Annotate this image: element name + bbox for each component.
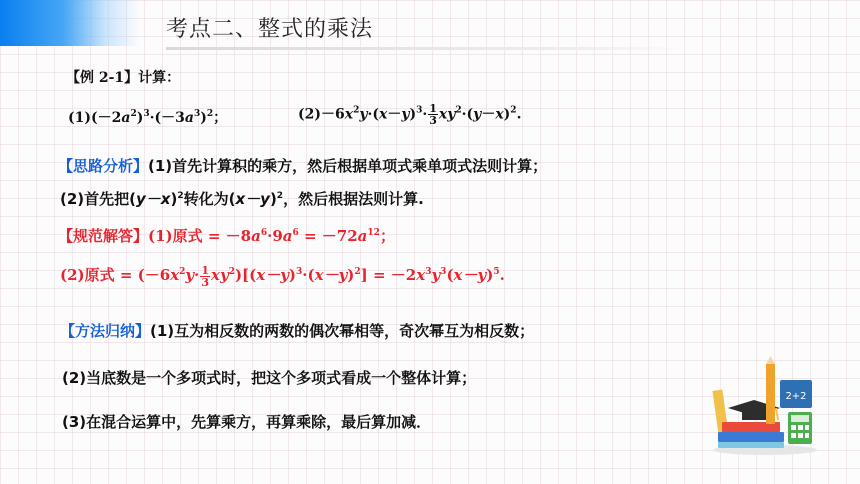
- method-line-1: 【方法归纳】(1)互为相反数的两数的偶次幂相等，奇次幂互为相反数；: [60, 322, 535, 340]
- method-line-3: (3)在混合运算中，先算乘方，再算乘除，最后算加减．: [62, 413, 432, 431]
- analysis-line-1: 【思路分析】(1)首先计算积的乘方，然后根据单项式乘单项式法则计算；: [58, 157, 548, 175]
- example-heading: [66, 67, 180, 87]
- solution-line-1: 【规范解答】(1)原式 = $-8a^6\cdot 9a^6 = -72a^{12}$；: [58, 227, 395, 245]
- method-line-2: (2)当底数是一个多项式时，把这个多项式看成一个整体计算；: [62, 369, 477, 387]
- education-clipart-icon: [710, 356, 820, 456]
- page-title: 考点二、整式的乘法: [166, 17, 374, 42]
- fraction-one-third: $\frac{1}{3}$: [429, 102, 437, 127]
- problem-2: $(2)-6x^2y\cdot(x-y)^3\cdot$ $\frac{1}{3}$ $xy^2\cdot(y-x)^2$.: [298, 102, 522, 127]
- fraction-one-third-solution: $\frac{1}{3}$: [201, 263, 210, 289]
- analysis-line-2: (2)首先把$(y-x)^2$转化为$(x-y)^2$，然后根据法则计算.: [60, 190, 424, 208]
- solution-label: 【规范解答】: [58, 227, 149, 245]
- example-prompt: 计算：: [138, 70, 181, 86]
- example-label: 【例 2-1】: [66, 70, 139, 86]
- title-underline: [166, 47, 686, 50]
- svg-text:2+2: 2+2: [785, 391, 807, 402]
- analysis-label: 【思路分析】: [58, 157, 149, 175]
- corner-decoration: [0, 0, 140, 46]
- solution-line-2: (2)原式 = ($-6x^2y\cdot$ $\frac{1}{3}$ $xy^2)[(x-y)^3\cdot(x-y)^2] = -2x^3y^3(x-y)^5$.: [60, 263, 505, 289]
- problem-1: $(1)(-2a^2)^3\cdot(-3a^3)^2$；: [68, 109, 228, 126]
- method-label: 【方法归纳】: [60, 322, 151, 340]
